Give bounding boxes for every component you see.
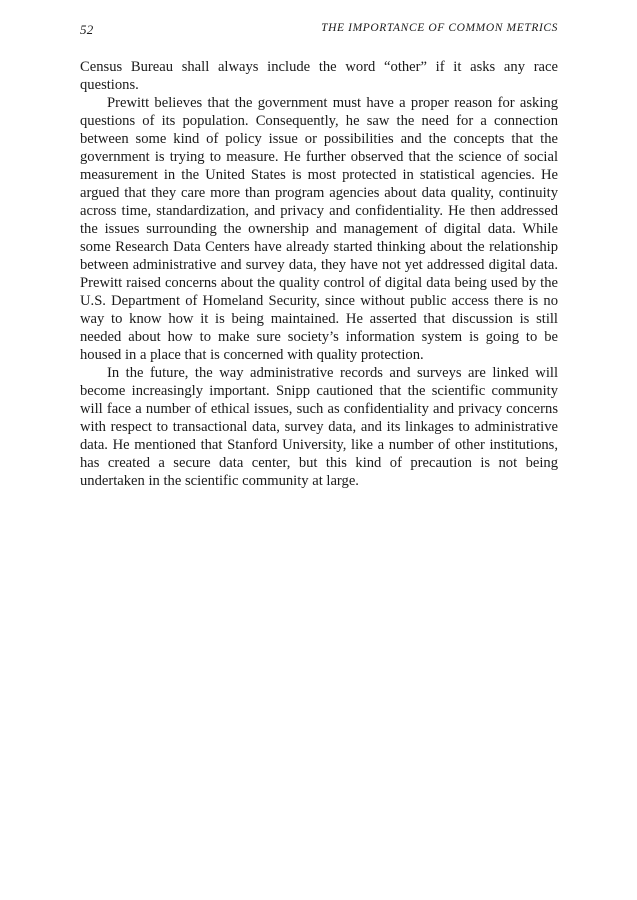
paragraph-continuation: Census Bureau shall always include the word “other” if it asks any race questions.: [80, 59, 558, 93]
page-number: 52: [80, 22, 94, 37]
paragraph-prewitt: Prewitt believes that the government must have a proper reason for asking questions of its population. Consequently, he saw the need for a connection between some kind of policy issue or possibilities and the concepts that the government is trying to measure. He further observed that the science of social measurement in the United States is most protected in statistical agencies. He argued that they care more than program agencies about data quality, continuity across time, standardization, and privacy and confidentiality. He then addressed the issues surrounding the ownership and management of digital data. While some Research Data Centers have already started thinking about the relationship between administrative and survey data, they have not yet addressed digital data. Prewitt raised concerns about the quality control of digital data being used by the U.S. Department of Homeland Security, since without public access there is no way to know how it is being maintained. He asserted that discussion is still needed about how to make sure society’s information system is going to be housed in a place that is concerned with quality protection.: [80, 95, 558, 363]
book-page: [80, 22, 558, 490]
paragraph-snipp: In the future, the way administrative records and surveys are linked will become increasingly important. Snipp cautioned that the scientific community will face a number of ethical issues, such as confidentiality and privacy concerns with respect to transactional data, survey data, and its linkages to administrative data. He mentioned that Stanford University, like a number of other institutions, has created a secure data center, but this kind of precaution is not being undertaken in the scientific community at large.: [80, 365, 558, 489]
body-text: [80, 58, 558, 490]
running-title: THE IMPORTANCE OF COMMON METRICS: [321, 22, 558, 34]
running-head: [80, 22, 558, 42]
